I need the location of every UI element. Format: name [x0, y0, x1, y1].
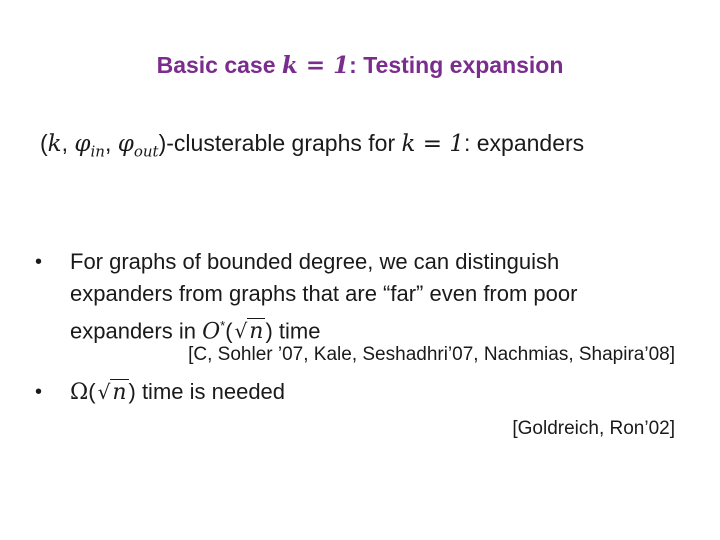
title-prefix: Basic case	[156, 52, 282, 78]
citation-1: [C, Sohler ’07, Kale, Seshadhri’07, Nachmias, Shapira’08]	[188, 344, 675, 365]
big-o-star: *	[220, 318, 226, 333]
subtitle-k: k	[47, 131, 62, 157]
title-math: k = 1	[281, 52, 350, 79]
bullet-2-suffix: time is needed	[135, 379, 286, 404]
slide-title	[0, 52, 720, 79]
sqrt-n	[96, 376, 129, 409]
bullet-1-line-3-suffix: time	[272, 318, 321, 344]
subtitle-comma-2: ,	[104, 130, 118, 156]
subtitle-phi-in: φ	[74, 131, 91, 157]
bullet-1-line-2: expanders from graphs that are “far” even from poor	[70, 281, 578, 306]
subtitle-open-paren: (	[40, 130, 48, 156]
bullet-list	[32, 246, 692, 348]
bullet-1-line-3: expanders in O*( √n) time	[70, 310, 692, 348]
subtitle-comma-1: ,	[61, 130, 75, 156]
subtitle-math: k = 1	[401, 131, 464, 157]
bullet-icon: •	[35, 251, 43, 273]
citation-2: [Goldreich, Ron’02]	[512, 418, 675, 439]
bullet-1-line-1: For graphs of bounded degree, we can distinguish	[70, 249, 560, 274]
bullet-icon: •	[35, 381, 43, 403]
omega-symbol: Ω	[70, 380, 89, 405]
subtitle-sub-out: out	[133, 142, 159, 161]
subtitle-sub-in: in	[90, 142, 105, 161]
big-o: O	[202, 319, 221, 345]
subtitle-close-paren: )	[158, 130, 167, 156]
title-suffix: : Testing expansion	[349, 52, 564, 78]
sqrt-icon: √	[234, 319, 248, 344]
sqrt-icon: √	[97, 380, 111, 404]
sqrt-n-value: n	[249, 319, 264, 345]
slide-subtitle	[40, 130, 700, 161]
bullet-list-2	[32, 376, 692, 409]
sqrt-n-value: n	[112, 380, 127, 405]
bullet-item-1	[32, 246, 692, 348]
subtitle-tail: : expanders	[463, 130, 585, 156]
bullet-1-line-3-prefix: expanders in	[70, 318, 203, 344]
bullet-item-2: • Ω( √n) time is needed	[32, 376, 692, 409]
subtitle-text: -clusterable graphs for	[166, 130, 402, 156]
subtitle-phi-out: φ	[117, 131, 134, 157]
